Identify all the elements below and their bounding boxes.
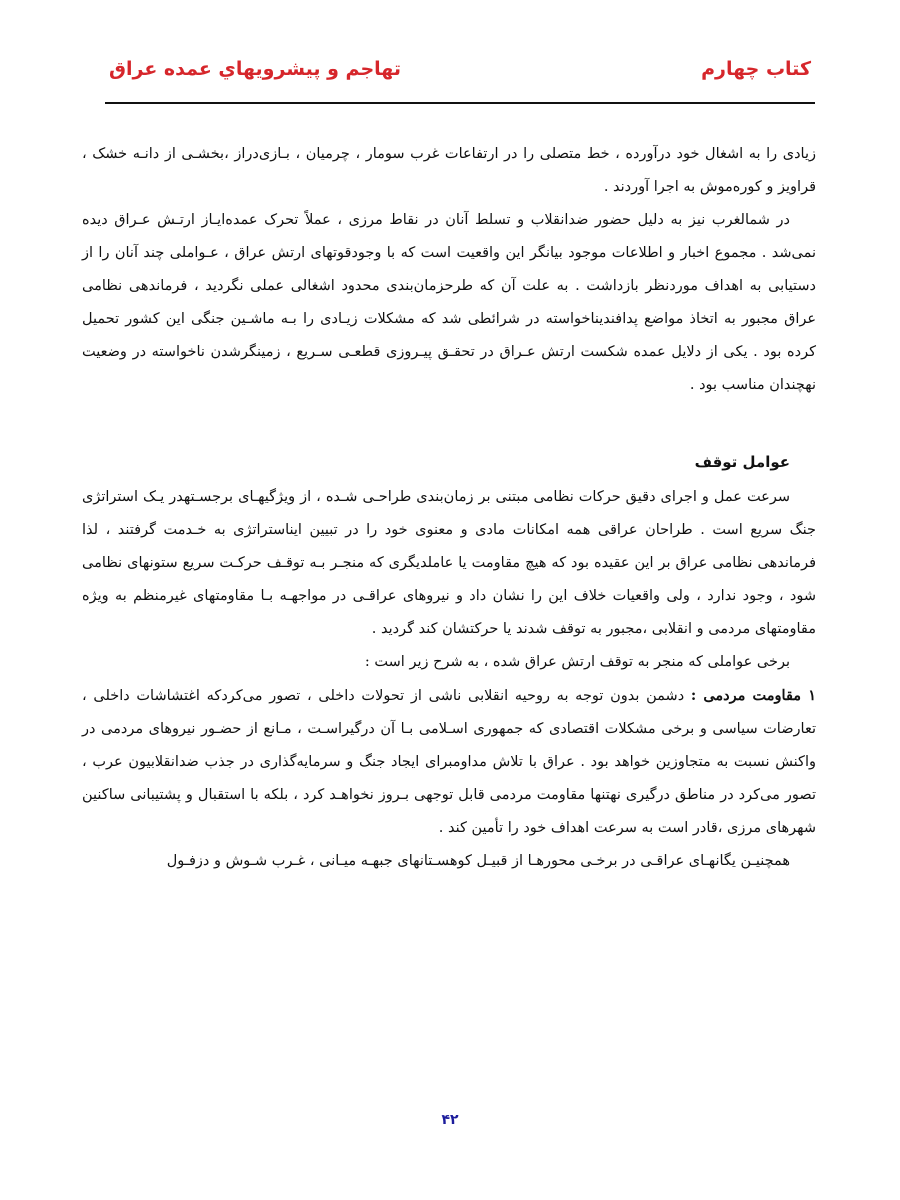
list-item-popular-resistance: [82, 679, 816, 845]
chapter-title: تهاجم و پيشرويهاي عمده عراق: [109, 58, 401, 80]
book-label: كتاب چهارم: [701, 58, 811, 80]
page-body: [82, 138, 816, 878]
paragraph-speed: سرعت عمل و اجرای دقیق حرکات نظامی مبتنی بر زمان‌بندی طراحـی شـده ، از ویژگیهـای برجسـتهدر یـک استراتژی جنگ سریع است . طراحان عراقی همه امکانات مادی و معنوی خود را در تبیین ایناستراتژی به خـدمت گرفتند ، لذا فرماندهی نظامی عراق بر این عقیده بود که هیچ مقاومت یا عاملدیگری که منجـر بـه توقـف حرکـت سریع ستونهای نظامی شود ، وجود ندارد ، ولی واقعیات خلاف این را نشان داد و نیروهای عراقـی در مواجهـه بـا مقاومتهای غیرمنظم به ویژه مقاومتهای مردمی و انقلابی ،مجبور به توقف شدند یا حرکتشان کند گردید .: [82, 489, 816, 637]
paragraph-last: همچنیـن یگانهـای عراقـی در برخـی محورهـا از قبیـل کوهسـتانهای جبهـه میـانی ، غـرب شـوش و دزفـول: [166, 853, 790, 869]
list-item-label: ۱ مقاومت مردمی :: [690, 687, 816, 704]
list-item-text: دشمن بدون توجه به روحیه انقلابی ناشی از تحولات داخلی ، تصور می‌کردکه اغتشاشات داخلی ، تعارضات سیاسی و برخی مشکلات اقتصادی که جمهوری اسـلامی بـا آن درگیراسـت ، مـانع از حضـور نیروهای مردمی در واکنش نسبت به متجاوزین خواهد بود . عراق با تلاش مداومبرای ایجاد جنگ و سرمایه‌گذاری در جذب ضدانقلابیون عرب ، تصور می‌کرد در مناطق درگیری نهتنها مقاومت مردمی قابل توجهی بـروز نخواهـد کرد ، بلکه با استقبال و پشتیبانی ساکنین شهرهای مرزی ،قادر است به سرعت اهداف خود را تأمین کند .: [82, 688, 816, 836]
page-number: ۴۲: [441, 1112, 459, 1128]
paragraph-continuation: زیادی را به اشغال خود درآورده ، خط متصلی را در ارتفاعات غرب سومار ، چرمیان ، بـازی‌دراز ،بخشـی از دانـه خشک ، قراویز و کوره‌موش به اجرا آوردند .: [82, 146, 816, 195]
page-header: [105, 52, 815, 104]
paragraph-northwest: در شمالغرب نیز به دلیل حضور ضدانقلاب و تسلط آنان در نقاط مرزی ، عملاً تحرک عمده‌ایـاز ارتـش عـراق دیده نمی‌شد . مجموع اخبار و اطلاعات موجود بیانگر این واقعیت است که با وجودقوتهای ارتش عراق ، عـواملی چند آنان را از دستیابی به اهداف موردنظر بازداشت . به علت آن که طرحزمان‌بندی محدود اشغالی عملی نگردید ، فرماندهی نظامی عراق مجبور به اتخاذ مواضع پدافندیناخواسته در شرائطی شد که مشکلات زیـادی را بـه ماشـین جنگی این کشور تحمیل کرده بود . یکی از دلایل عمده شکست ارتش عـراق در تحقـق پیـروزی قطعـی سـریع ، زمینگرشدن ناخواسته در وضعیت نهچندان مناسب بود .: [82, 212, 816, 393]
paragraph-factors-intro: برخی عواملی که منجر به توقف ارتش عراق شده ، به شرح زیر است :: [364, 654, 790, 670]
section-heading: عوامل توقف: [694, 453, 790, 471]
